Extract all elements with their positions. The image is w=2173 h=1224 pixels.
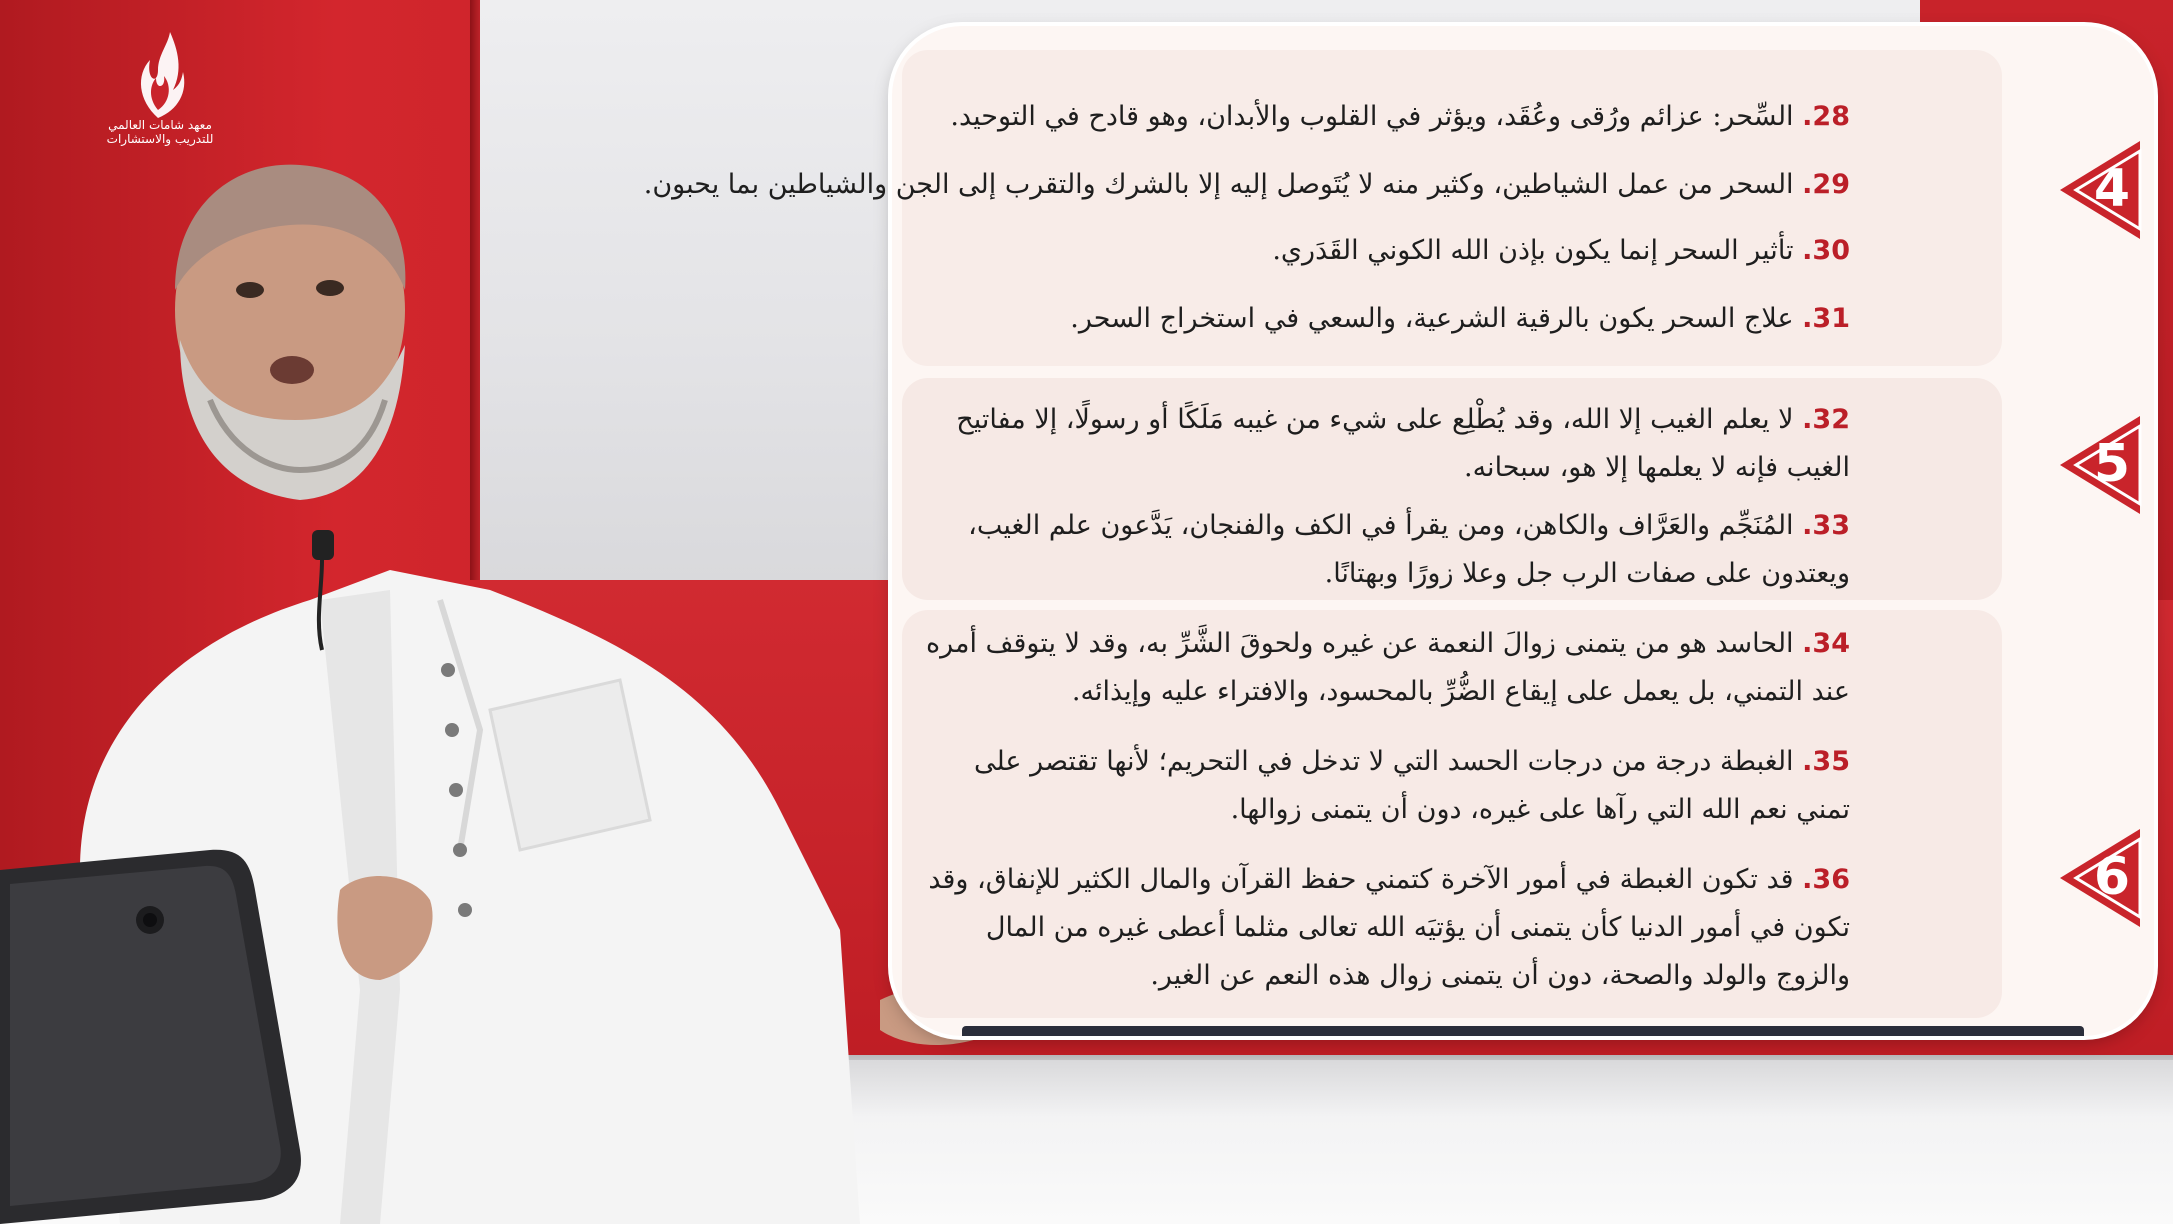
section-badge-6 xyxy=(2060,829,2140,927)
point-number: 35. xyxy=(1802,746,1850,777)
point-text: قد تكون الغبطة في أمور الآخرة كتمني حفظ القرآن والمال الكثير للإنفاق، وقد تكون في أمور الدنيا كأن يتمنى أن يؤتيَه الله تعالى مثلما أعطى غيره من المال والزوج والولد والصحة، دون أن يتمنى زوال هذه النعم عن الغير. xyxy=(928,864,1850,991)
point-text: السِّحر: عزائم ورُقى وعُقَد، ويؤثر في القلوب والأبدان، وهو قادح في التوحيد. xyxy=(950,101,1794,132)
section-badge-label: 6 xyxy=(2093,847,2131,907)
point-number: 29. xyxy=(1802,169,1850,200)
point-text: السحر من عمل الشياطين، وكثير منه لا يُتَوصل إليه إلا بالشرك والتقرب إلى الجن والشياطين بما يحبون. xyxy=(643,169,1794,200)
section-6-panel xyxy=(902,610,2002,1018)
point-30 xyxy=(914,228,1850,274)
point-number: 36. xyxy=(1802,864,1850,895)
point-number: 31. xyxy=(1802,303,1850,334)
point-text: تأثير السحر إنما يكون بإذن الله الكوني القَدَري. xyxy=(1272,235,1794,266)
point-text: علاج السحر يكون بالرقية الشرعية، والسعي في استخراج السحر. xyxy=(1070,303,1794,334)
tablet-device xyxy=(0,850,300,1224)
card-bottom-bar xyxy=(962,1026,2084,1036)
point-text: الحاسد هو من يتمنى زوالَ النعمة عن غيره ولحوقَ الشَّرِّ به، وقد لا يتوقف أمره عند التمني، بل يعمل على إيقاع الضُّرِّ بالمحسود، والافتراء عليه وإيذائه. xyxy=(925,628,1850,707)
point-number: 28. xyxy=(1802,101,1850,132)
point-28 xyxy=(914,94,1850,140)
section-badge-4 xyxy=(2060,141,2140,239)
slide-card xyxy=(643,26,2154,1036)
point-text: المُنَجِّم والعَرَّاف والكاهن، ومن يقرأ في الكف والفنجان، يَدَّعون علم الغيب، ويعتدون على صفات الرب جل وعلا زورًا وبهتانًا. xyxy=(968,510,1850,589)
point-34 xyxy=(914,620,1850,716)
section-4-panel xyxy=(643,50,2002,366)
section-badge-5 xyxy=(2060,416,2140,514)
point-number: 32. xyxy=(1802,404,1850,435)
logo-caption: معهد شامات العالمي للتدريب والاستشارات xyxy=(106,118,214,146)
point-32 xyxy=(914,396,1850,492)
point-31 xyxy=(914,296,1850,342)
point-35 xyxy=(914,738,1850,834)
section-5-panel xyxy=(902,378,2002,600)
point-text: لا يعلم الغيب إلا الله، وقد يُطْلِع على شيء من غيبه مَلَكًا أو رسولًا، إلا مفاتيح الغيب فإنه لا يعلمها إلا هو، سبحانه. xyxy=(956,404,1850,483)
section-badge-label: 5 xyxy=(2093,434,2131,494)
point-29 xyxy=(643,162,1850,208)
point-36 xyxy=(914,856,1850,1000)
point-text: الغبطة درجة من درجات الحسد التي لا تدخل في التحريم؛ لأنها تقتصر على تمني نعم الله التي رآها على غيره، دون أن يتمنى زوالها. xyxy=(973,746,1850,825)
section-badge-label: 4 xyxy=(2093,159,2131,219)
point-number: 34. xyxy=(1802,628,1850,659)
flame-logo-icon xyxy=(128,30,188,120)
point-33 xyxy=(914,502,1850,598)
point-number: 30. xyxy=(1802,235,1850,266)
point-number: 33. xyxy=(1802,510,1850,541)
